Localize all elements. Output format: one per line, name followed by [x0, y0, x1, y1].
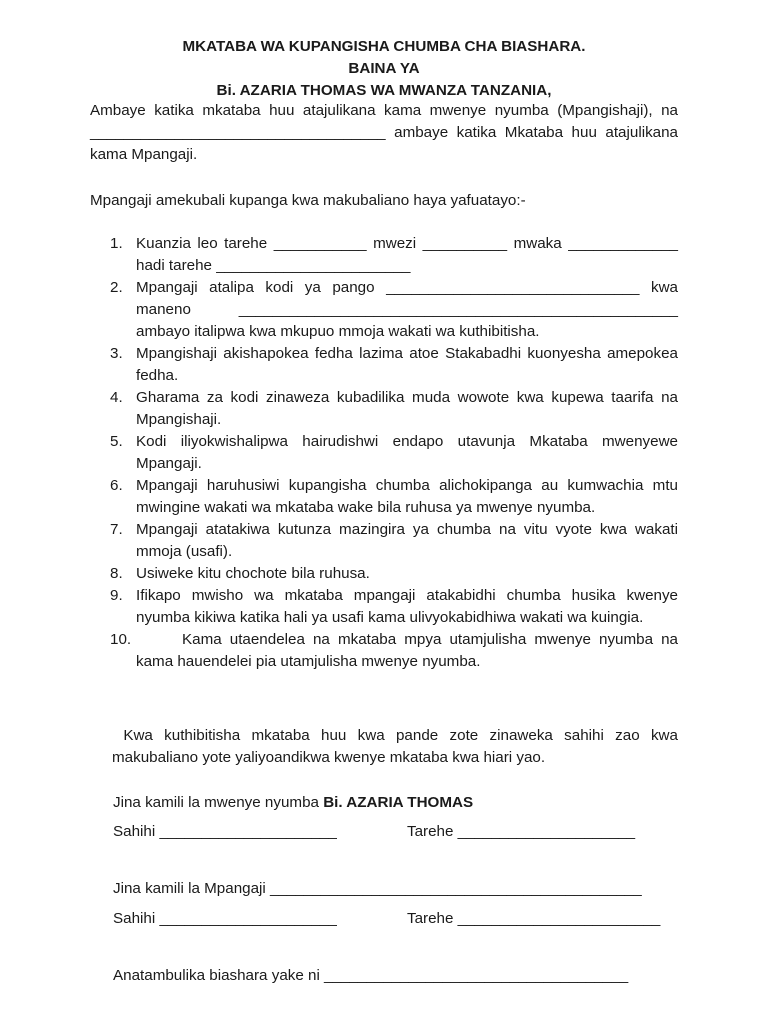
term-text: Kama utaendelea na mkataba mpya utamjulisha mwenye nyumba na kama hauendelei pia utamjulisha mwenye nyumba.: [136, 631, 678, 670]
term-item: [110, 233, 678, 277]
document-title: [0, 36, 768, 102]
term-text: Mpangaji atalipa kodi ya pango ______________________________ kwa maneno ____________________________________________________ ambayo italipwa kwa mkupuo mmoja wakati wa kuthibitisha.: [136, 279, 678, 340]
term-number: 3.: [110, 345, 123, 362]
landlord-signature-line: Sahihi _____________________: [113, 823, 337, 840]
term-text: Kuanzia leo tarehe ___________ mwezi __________ mwaka _____________ hadi tarehe _______________________: [136, 235, 678, 274]
terms-list: [110, 233, 678, 673]
term-number: 10.: [110, 631, 132, 648]
term-number: 7.: [110, 521, 123, 538]
term-item: [110, 629, 678, 673]
landlord-name-line: [113, 792, 473, 814]
term-item: [110, 563, 678, 585]
business-line: Anatambulika biashara yake ni ____________________________________: [113, 967, 629, 984]
term-number: 2.: [110, 279, 123, 296]
title-line-1: MKATABA WA KUPANGISHA CHUMBA CHA BIASHARA.: [182, 38, 586, 55]
intro-paragraph: Ambaye katika mkataba huu atajulikana kama mwenye nyumba (Mpangishaji), na ___________________________________ ambaye katika Mkataba huu atajulikana kama Mpangaji.: [90, 102, 678, 163]
closing-paragraph: [112, 725, 678, 769]
agreement-lead: Mpangaji amekubali kupanga kwa makubaliano haya yafuatayo:-: [90, 192, 526, 209]
term-number: 5.: [110, 433, 123, 450]
term-item: [110, 585, 678, 629]
term-number: 1.: [110, 235, 123, 252]
term-item: [110, 277, 678, 343]
tenant-name-line: Jina kamili la Mpangaji ____________________________________________: [113, 880, 642, 897]
term-item: [110, 387, 678, 431]
title-line-3: Bi. AZARIA THOMAS WA MWANZA TANZANIA,: [216, 82, 552, 99]
term-item: [110, 343, 678, 387]
term-text: Usiweke kitu chochote bila ruhusa.: [136, 565, 370, 582]
term-item: [110, 475, 678, 519]
landlord-name-label: Jina kamili la mwenye nyumba: [113, 794, 319, 811]
term-number: 4.: [110, 389, 123, 406]
term-text: Mpangaji atatakiwa kutunza mazingira ya chumba na vitu vyote kwa wakati mmoja (usafi).: [136, 521, 678, 560]
closing-text: Kwa kuthibitisha mkataba huu kwa pande zote zinaweka sahihi zao kwa makubaliano yote yaliyoandikwa kwenye mkataba kwa hiari yao.: [112, 727, 678, 766]
term-number: 9.: [110, 587, 123, 604]
term-text: Mpangishaji akishapokea fedha lazima atoe Stakabadhi kuonyesha amepokea fedha.: [136, 345, 678, 384]
term-text: Mpangaji haruhusiwi kupangisha chumba alichokipanga au kumwachia mtu mwingine wakati wa mkataba wake bila ruhusa ya mwenye nyumba.: [136, 477, 678, 516]
tenant-date-line: Tarehe ________________________: [407, 910, 661, 927]
term-text: Gharama za kodi zinaweza kubadilika muda wowote kwa kupewa taarifa na Mpangishaji.: [136, 389, 678, 428]
term-item: [110, 431, 678, 475]
term-text: Kodi iliyokwishalipwa hairudishwi endapo utavunja Mkataba mwenyewe Mpangaji.: [136, 433, 678, 472]
landlord-name-value: Bi. AZARIA THOMAS: [323, 794, 474, 811]
term-number: 8.: [110, 565, 123, 582]
tenant-signature-line: Sahihi _____________________: [113, 910, 337, 927]
term-number: 6.: [110, 477, 123, 494]
landlord-date-line: Tarehe _____________________: [407, 823, 636, 840]
title-line-2: BAINA YA: [348, 60, 420, 77]
term-item: [110, 519, 678, 563]
term-text: Ifikapo mwisho wa mkataba mpangaji atakabidhi chumba husika kwenye nyumba kikiwa katika hali ya usafi kama ulivyokabidhiwa wakati wa kuingia.: [136, 587, 678, 626]
